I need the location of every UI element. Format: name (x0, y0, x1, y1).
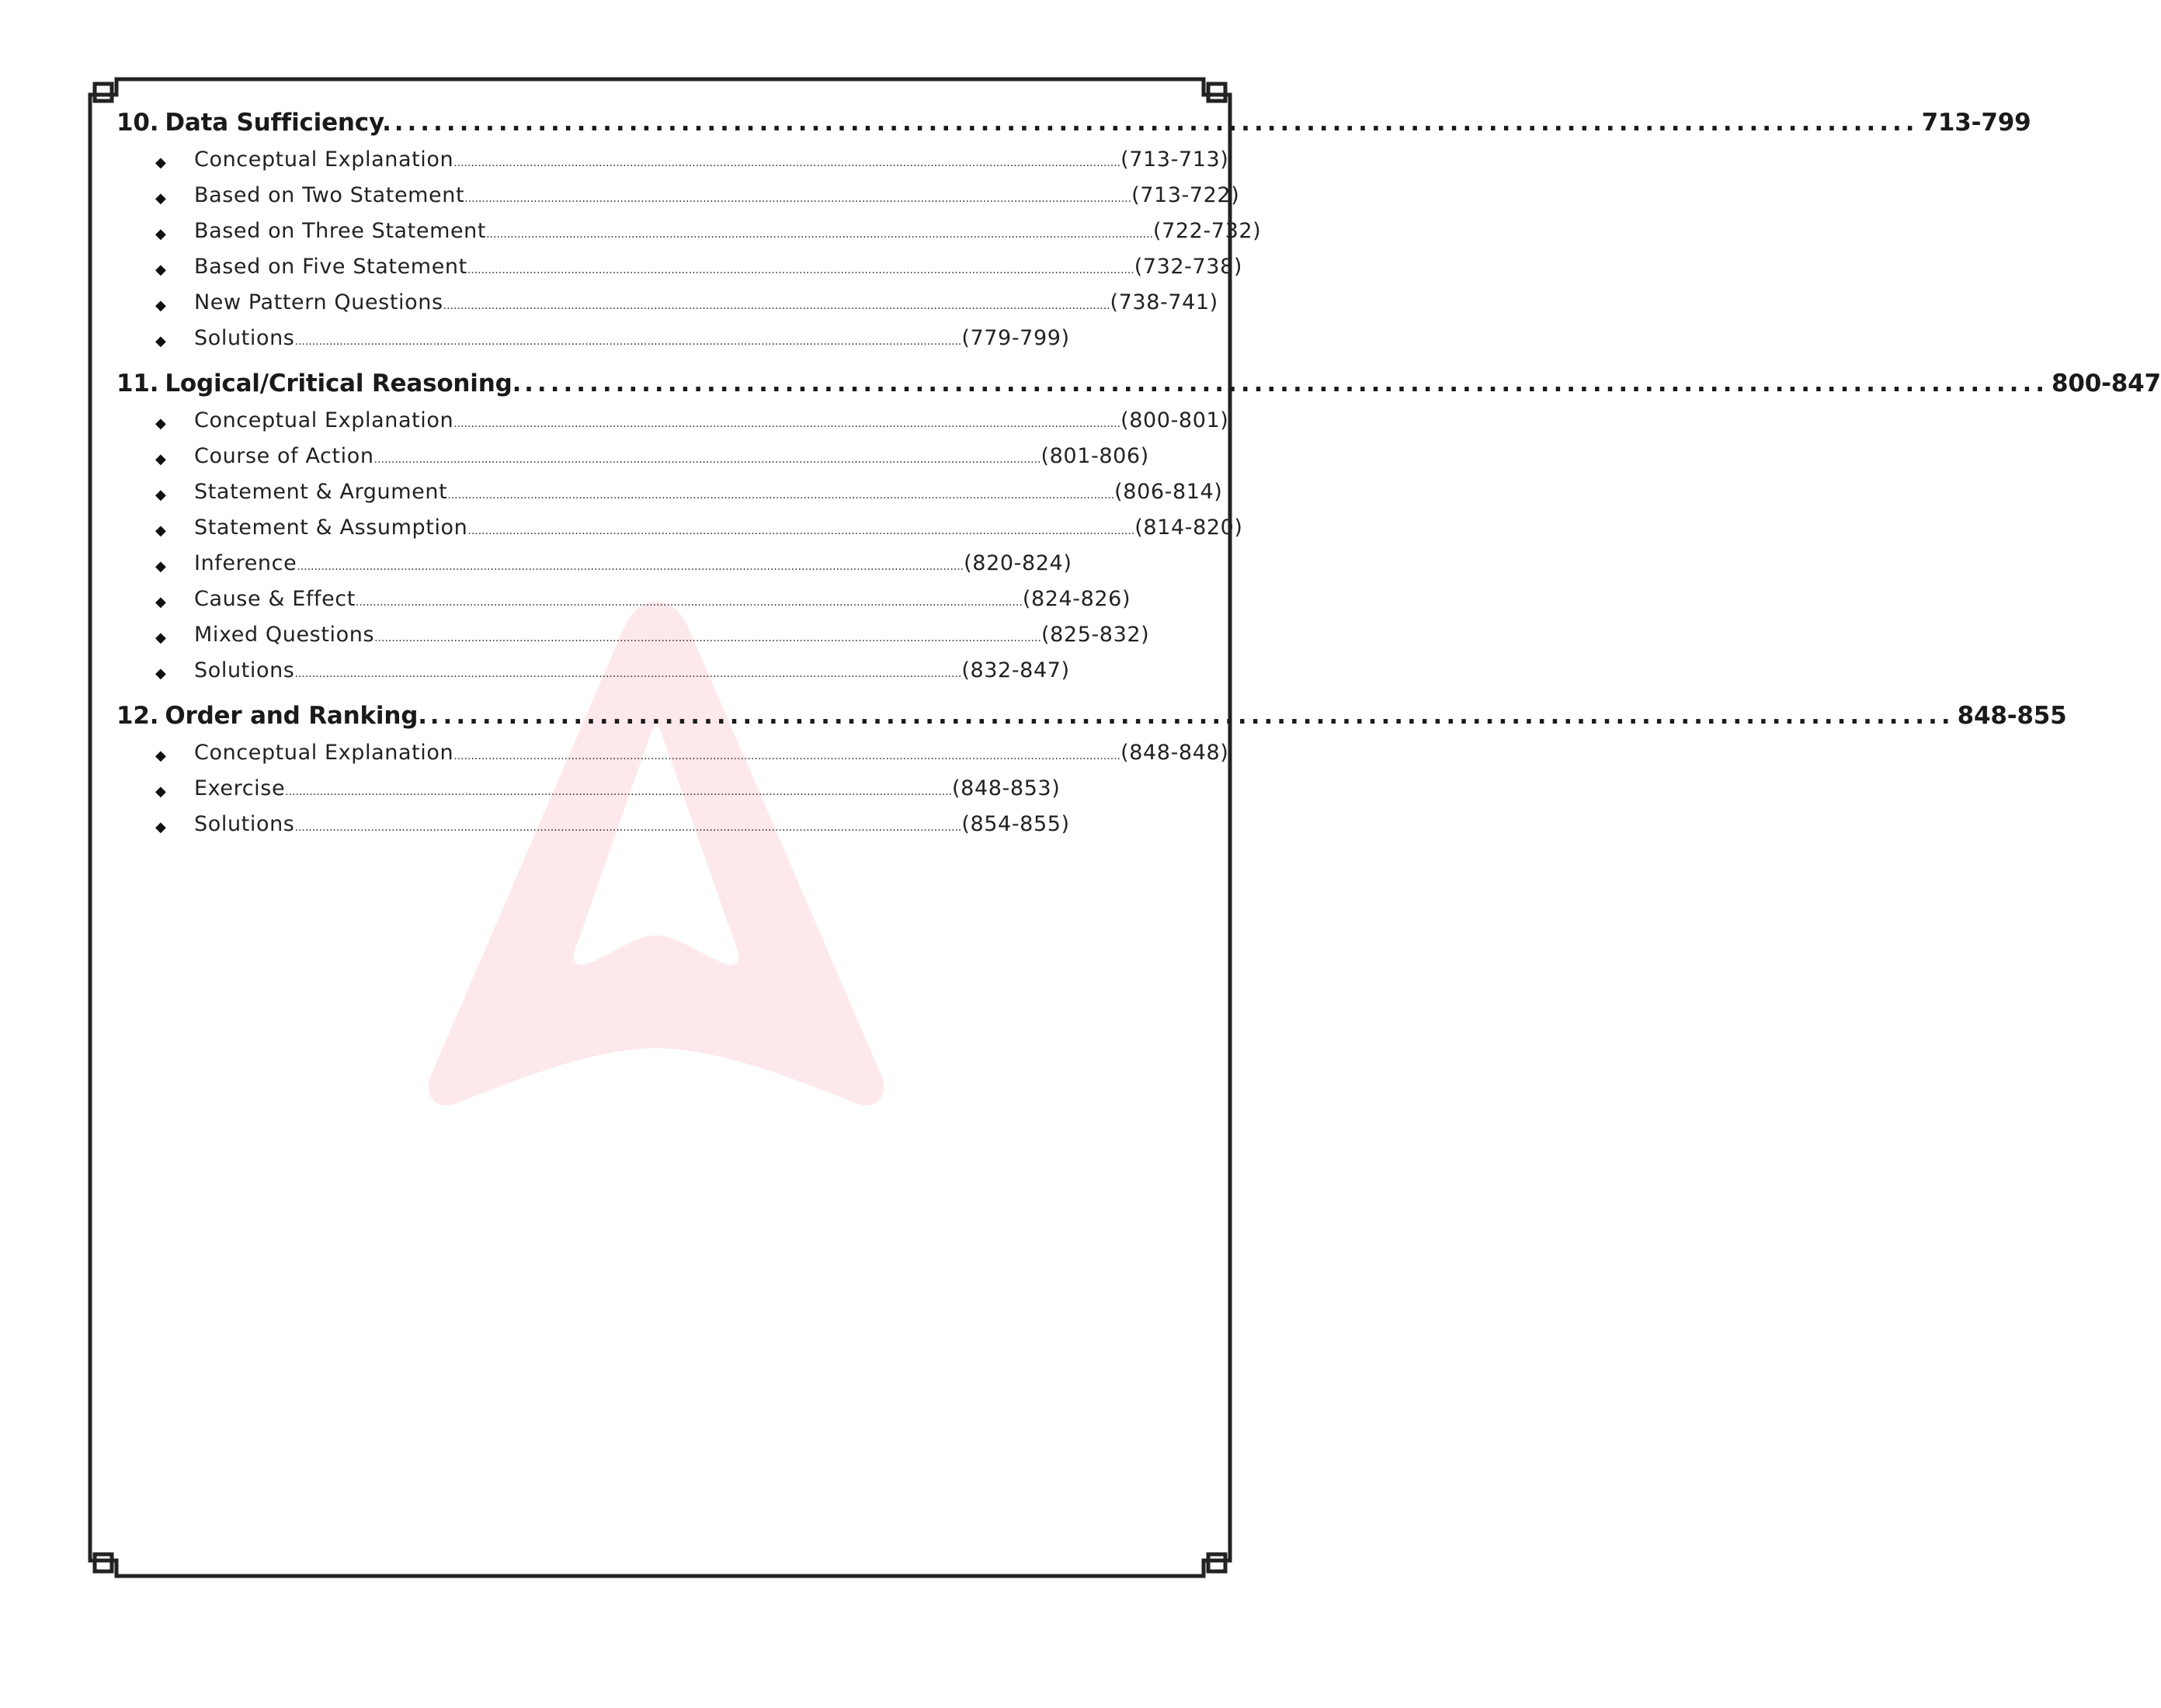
diamond-bullet-icon: ◆ (155, 630, 167, 646)
diamond-bullet-icon: ◆ (155, 190, 167, 207)
dot-leader: ................................................................................................................................................................................................. (294, 335, 962, 348)
chapter-heading[interactable] (116, 109, 2031, 148)
topic-pages: (825-832) (1041, 623, 1150, 647)
diamond-bullet-icon: ◆ (155, 665, 167, 682)
dot-leader: ................................................................................................................................................................................................. (486, 228, 1153, 241)
list-item[interactable] (116, 516, 1243, 551)
table-of-contents (116, 109, 2161, 856)
chapter-12 (116, 702, 2067, 848)
dot-leader: ................................................................................................................................................................................................. (453, 418, 1121, 430)
topic-label: Based on Two Statement (194, 183, 465, 207)
topic-pages: (832-847) (961, 658, 1070, 682)
chapter-heading[interactable] (116, 702, 2067, 741)
chapter-pages: 800-847 (2052, 370, 2161, 397)
topic-label: Course of Action (194, 444, 374, 468)
chapter-10 (116, 109, 2031, 362)
dot-leader: ................................................................................................................................................................................................. (294, 668, 962, 680)
diamond-bullet-icon: ◆ (155, 297, 167, 314)
list-item[interactable] (116, 480, 1223, 516)
topic-label: Statement & Argument (194, 480, 448, 504)
diamond-bullet-icon: ◆ (155, 748, 167, 764)
topic-label: Inference (194, 551, 297, 575)
topic-label: New Pattern Questions (194, 290, 443, 314)
topic-label: Solutions (194, 326, 295, 350)
dot-leader: ................................................................................................................................................................................................. (453, 157, 1121, 169)
chapter-pages: 848-855 (1957, 702, 2067, 730)
diamond-bullet-icon: ◆ (155, 415, 167, 432)
topic-pages: (732-738) (1134, 255, 1242, 279)
list-item[interactable] (116, 587, 1131, 623)
list-item[interactable] (116, 741, 1229, 776)
topic-label: Conceptual Explanation (194, 148, 454, 172)
dot-leader: ................................................................................................................................................................................................. (467, 264, 1134, 276)
topic-pages: (814-820) (1134, 516, 1243, 540)
diamond-bullet-icon: ◆ (155, 819, 167, 835)
dot-leader: ..................................................................................................................... (429, 702, 1954, 730)
topic-pages: (713-713) (1120, 148, 1229, 172)
list-item[interactable] (116, 183, 1240, 219)
list-item[interactable] (116, 812, 1070, 848)
topic-pages: (854-855) (961, 812, 1070, 836)
diamond-bullet-icon: ◆ (155, 487, 167, 503)
dot-leader: ................................................................................................................................................................................................. (355, 596, 1023, 609)
topic-label: Cause & Effect (194, 587, 356, 611)
chapter-pages: 713-799 (1921, 109, 2031, 137)
chapter-number: 11. (116, 370, 159, 397)
diamond-bullet-icon: ◆ (155, 226, 167, 242)
chapter-11 (116, 370, 2161, 694)
list-item[interactable] (116, 776, 1061, 812)
topic-label: Exercise (194, 776, 286, 800)
topic-list (116, 741, 1229, 848)
list-item[interactable] (116, 623, 1150, 658)
dot-leader: ................................................................................................................................................................................................. (373, 453, 1041, 466)
diamond-bullet-icon: ◆ (155, 522, 167, 539)
topic-pages: (738-741) (1110, 290, 1218, 314)
dot-leader: ..................................................................................................................... (524, 370, 2048, 397)
diamond-bullet-icon: ◆ (155, 594, 167, 610)
topic-list (116, 408, 1243, 694)
topic-label: Solutions (194, 658, 295, 682)
topic-pages: (722-732) (1152, 219, 1262, 243)
dot-leader: ................................................................................................................................................................................................. (297, 561, 964, 573)
dot-leader: ................................................................................................................................................................................................. (464, 193, 1132, 205)
list-item[interactable] (116, 551, 1072, 587)
diamond-bullet-icon: ◆ (155, 333, 167, 349)
list-item[interactable] (116, 326, 1070, 362)
topic-pages: (820-824) (964, 551, 1072, 575)
dot-leader: ..................................................................................................................... (394, 109, 1919, 137)
topic-pages: (800-801) (1120, 408, 1229, 432)
list-item[interactable] (116, 444, 1149, 480)
chapter-title: Order and Ranking. (165, 702, 427, 730)
list-item[interactable] (116, 658, 1070, 694)
topic-pages: (824-826) (1022, 587, 1131, 611)
list-item[interactable] (116, 408, 1229, 444)
dot-leader: ................................................................................................................................................................................................. (453, 750, 1121, 762)
topic-label: Mixed Questions (194, 623, 375, 647)
topic-label: Solutions (194, 812, 295, 836)
dot-leader: ................................................................................................................................................................................................. (443, 300, 1110, 312)
list-item[interactable] (116, 219, 1262, 255)
topic-pages: (848-848) (1120, 741, 1229, 765)
dot-leader: ................................................................................................................................................................................................. (294, 821, 962, 834)
topic-label: Statement & Assumption (194, 516, 468, 540)
list-item[interactable] (116, 290, 1218, 326)
topic-pages: (801-806) (1041, 444, 1149, 468)
topic-pages: (779-799) (961, 326, 1070, 350)
list-item[interactable] (116, 148, 1229, 183)
topic-label: Conceptual Explanation (194, 408, 454, 432)
diamond-bullet-icon: ◆ (155, 154, 167, 171)
dot-leader: ................................................................................................................................................................................................. (467, 525, 1135, 537)
chapter-number: 10. (116, 109, 159, 137)
diamond-bullet-icon: ◆ (155, 783, 167, 800)
diamond-bullet-icon: ◆ (155, 451, 167, 467)
chapter-heading[interactable] (116, 370, 2161, 408)
topic-pages: (806-814) (1114, 480, 1223, 504)
topic-label: Based on Five Statement (194, 255, 467, 279)
dot-leader: ................................................................................................................................................................................................. (285, 786, 953, 798)
chapter-title: Data Sufficiency. (165, 109, 391, 137)
list-item[interactable] (116, 255, 1242, 290)
topic-pages: (713-722) (1131, 183, 1240, 207)
topic-pages: (848-853) (952, 776, 1061, 800)
diamond-bullet-icon: ◆ (155, 262, 167, 278)
diamond-bullet-icon: ◆ (155, 558, 167, 575)
topic-list (116, 148, 1262, 362)
dot-leader: ................................................................................................................................................................................................. (447, 489, 1115, 502)
chapter-title: Logical/Critical Reasoning. (165, 370, 522, 397)
topic-label: Based on Three Statement (194, 219, 487, 243)
topic-label: Conceptual Explanation (194, 741, 454, 765)
chapter-number: 12. (116, 702, 159, 730)
dot-leader: ................................................................................................................................................................................................. (374, 632, 1041, 644)
